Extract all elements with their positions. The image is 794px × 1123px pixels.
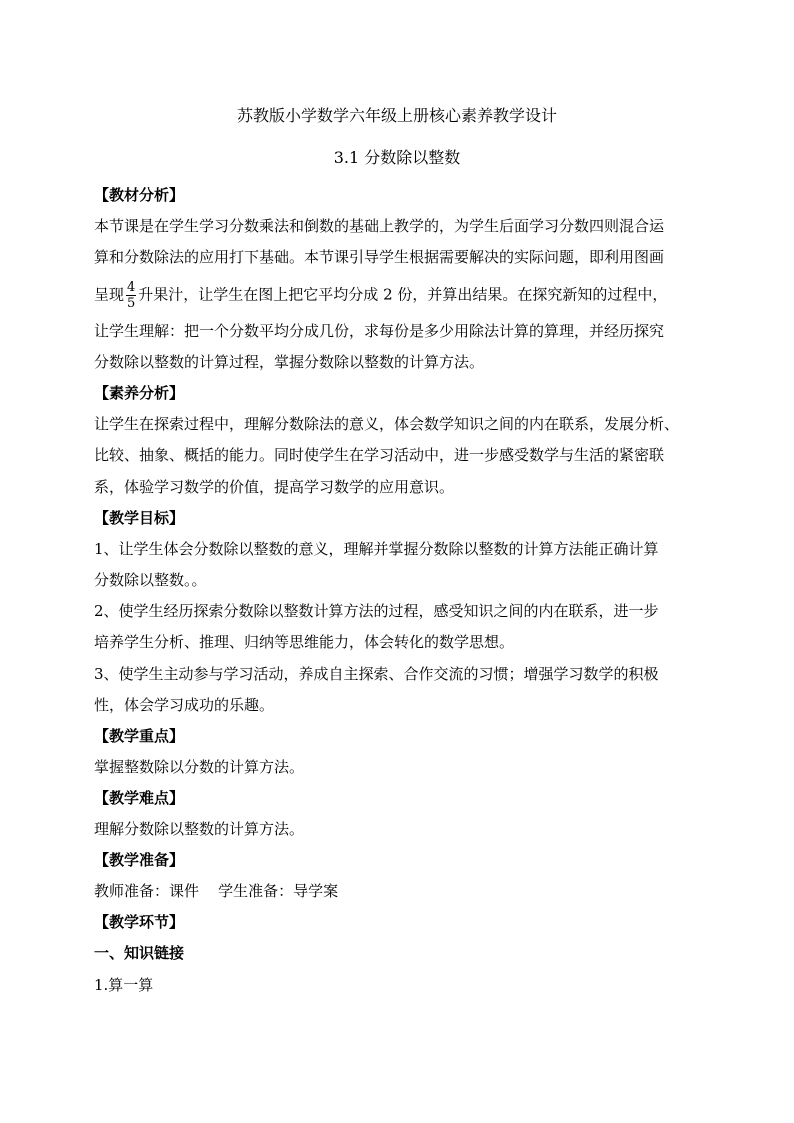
- goal-item-line: 2、使学生经历探索分数除以整数计算方法的过程，感受知识之间的内在联系，进一步: [94, 602, 659, 620]
- paragraph-line: 分数除以整数的计算过程，掌握分数除以整数的计算方法。: [94, 353, 485, 371]
- subheading-knowledge-link: 一、知识链接: [94, 944, 185, 962]
- goal-item-line: 分数除以整数。。: [94, 571, 207, 589]
- difficulties-text: 理解分数除以整数的计算方法。: [94, 820, 305, 838]
- heading-teaching-process: 【教学环节】: [94, 913, 185, 931]
- goal-item-line: 性，体会学习成功的乐趣。: [94, 696, 275, 714]
- heading-key-points: 【教学重点】: [94, 727, 185, 745]
- goal-item-line: 1、让学生体会分数除以整数的意义，理解并掌握分数除以整数的计算方法能正确计算: [94, 540, 659, 558]
- preparation-text: 教师准备：课件 学生准备：导学案: [94, 882, 339, 900]
- heading-literacy-analysis: 【素养分析】: [94, 384, 185, 402]
- paragraph-line: 系，体验学习数学的价值，提高学习数学的应用意识。: [94, 478, 455, 496]
- fraction-denominator: 5: [127, 296, 136, 311]
- heading-teaching-goals: 【教学目标】: [94, 509, 185, 527]
- document-title: 苏教版小学数学六年级上册核心素养教学设计: [236, 106, 557, 125]
- paragraph-line-with-fraction: [94, 280, 714, 311]
- line-suffix: 升果汁，让学生在图上把它平均分成 2 份，并算出结果。在探究新知的过程中，: [138, 285, 668, 304]
- line-prefix: 呈现: [94, 285, 125, 304]
- exercise-item: 1.算一算: [94, 976, 154, 994]
- goal-item-line: 培养学生分析、推理、归纳等思维能力，体会转化的数学思想。: [94, 633, 515, 651]
- lesson-subtitle: 3.1 分数除以整数: [333, 148, 461, 167]
- heading-difficulties: 【教学难点】: [94, 789, 185, 807]
- paragraph-line: 让学生在探索过程中，理解分数除法的意义，体会数学知识之间的内在联系，发展分析、: [94, 415, 680, 433]
- heading-preparation: 【教学准备】: [94, 851, 185, 869]
- paragraph-line: 本节课是在学生学习分数乘法和倒数的基础上教学的，为学生后面学习分数四则混合运: [94, 217, 665, 235]
- goal-item-line: 3、使学生主动参与学习活动，养成自主探索、合作交流的习惯；增强学习数学的积极: [94, 665, 659, 683]
- paragraph-line: 比较、抽象、概括的能力。同时使学生在学习活动中，进一步感受数学与生活的紧密联: [94, 446, 665, 464]
- key-points-text: 掌握整数除以分数的计算方法。: [94, 758, 305, 776]
- fraction-numerator: 4: [127, 280, 136, 295]
- paragraph-line: 算和分数除法的应用打下基础。本节课引导学生根据需要解决的实际问题，即利用图画: [94, 248, 665, 266]
- fraction-four-fifths: [126, 280, 136, 311]
- paragraph-line: 让学生理解：把一个分数平均分成几份，求每份是多少用除法计算的算理，并经历探究: [94, 322, 665, 340]
- heading-textbook-analysis: 【教材分析】: [94, 186, 185, 204]
